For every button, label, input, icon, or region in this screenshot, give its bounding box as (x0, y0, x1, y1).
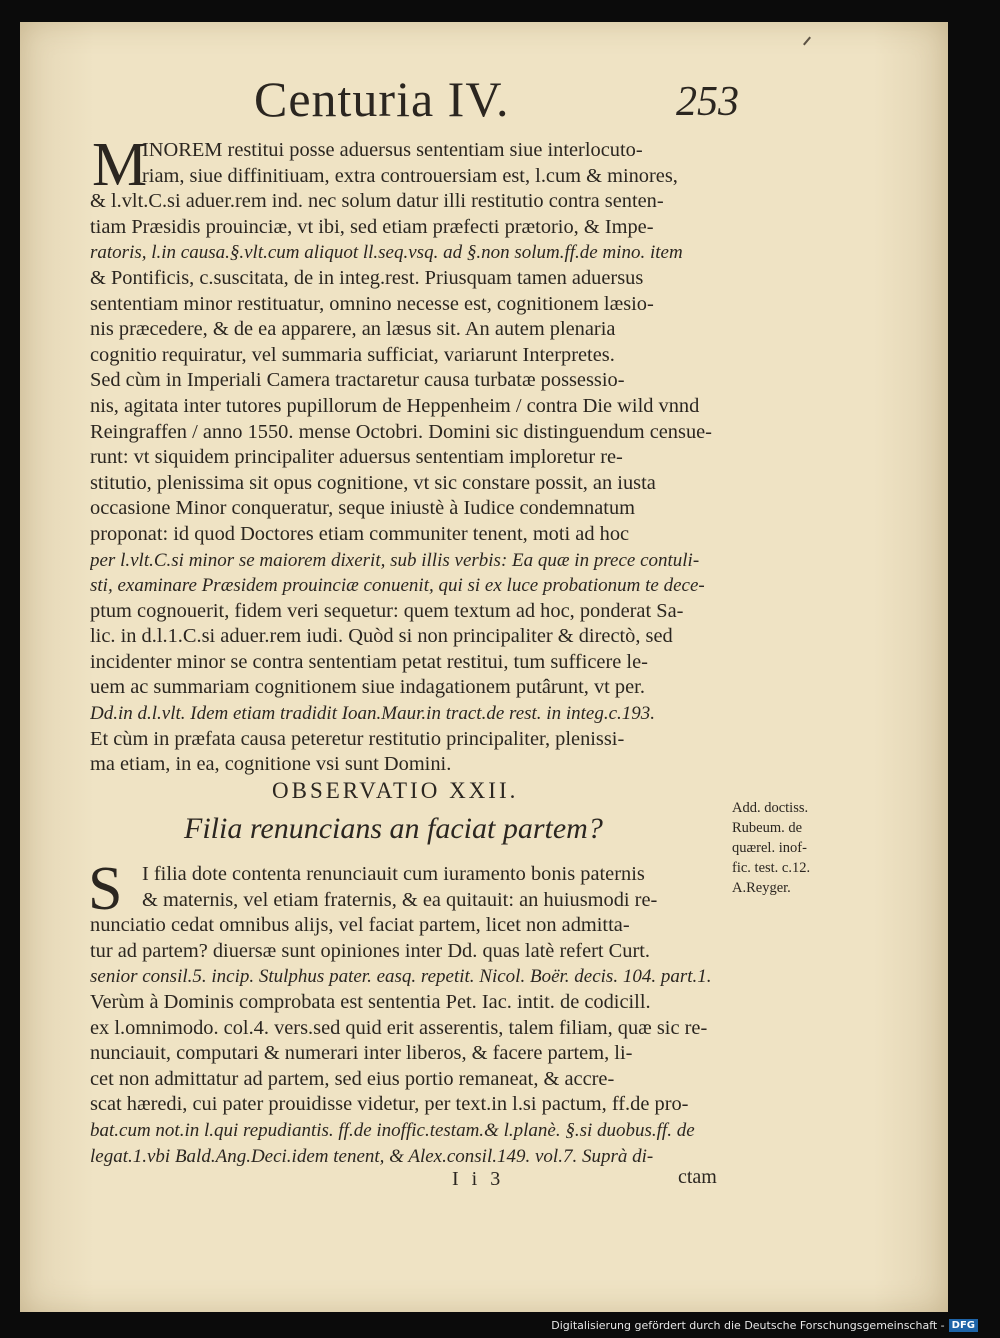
dropcap-m: M (92, 131, 148, 199)
text-line: scat hæredi, cui pater prouidisse videtur, per text.in l.si pactum, ff.de pro- (90, 1093, 689, 1116)
text-line: & maternis, vel etiam fraternis, & ea quitauit: an huiusmodi re- (142, 888, 658, 911)
text-line: I filia dote contenta renunciauit cum iuramento bonis paternis (142, 863, 645, 885)
dfg-logo-icon: DFG (949, 1319, 978, 1332)
text-line: per l.vlt.C.si minor se maiorem dixerit, sub illis verbis: Ea quæ in prece contuli- (90, 549, 700, 571)
marginal-line: fic. test. c.12. (732, 860, 811, 876)
text-line: cet non admittatur ad partem, sed eius portio remaneat, & accre- (90, 1067, 615, 1090)
text-line: Dd.in d.l.vlt. Idem etiam tradidit Ioan.Maur.in tract.de rest. in integ.c.193. (90, 703, 656, 725)
text-line: senior consil.5. incip. Stulphus pater. easq. repetit. Nicol. Boër. decis. 104. part.1. (90, 966, 712, 988)
text-line: cognitio requiratur, vel summaria sufficiat, variarunt Interpretes. (90, 343, 615, 366)
text-line: INOREM restitui posse aduersus sententiam siue interlocuto- (142, 139, 643, 161)
text-line: lic. in d.l.1.C.si aduer.rem iudi. Quòd si non principaliter & directò, sed (90, 625, 673, 648)
marginal-note (732, 798, 824, 898)
text-line: Et cùm in præfata causa peteretur restitutio principaliter, plenissi- (90, 727, 625, 750)
text-line: nunciatio cedat omnibus alijs, vel faciat partem, licet non admitta- (90, 914, 630, 937)
text-line: bat.cum not.in l.qui repudiantis. ff.de inoffic.testam.& l.planè. §.si duobus.ff. de (90, 1119, 695, 1141)
text-line: ptum cognouerit, fidem veri sequetur: quem textum ad hoc, ponderat Sa- (90, 599, 684, 622)
marginal-line: quærel. inof- (732, 840, 807, 856)
marginal-line: A.Reyger. (732, 880, 791, 896)
text-line: & Pontificis, c.suscitata, de in integ.rest. Priusquam tamen aduersus (90, 266, 644, 289)
digitization-credit (551, 1319, 978, 1333)
text-line: sententiam minor restituatur, omnino necesse est, cognitionem læsio- (90, 292, 654, 315)
text-line: ex l.omnimodo. col.4. vers.sed quid erit asserentis, talem filiam, quæ sic re- (90, 1016, 708, 1039)
text-line: sti, examinare Præsidem prouinciæ conuenit, qui si ex luce probationum te dece- (90, 575, 705, 597)
observation-text-block (88, 855, 730, 1169)
text-line: riam, siue diffinitiuam, extra controuersiam est, l.cum & minores, (142, 164, 678, 187)
text-line: nis præcedere, & de ea apparere, an læsus sit. An autem plenaria (90, 318, 616, 341)
text-line: ratoris, l.in causa.§.vlt.cum aliquot ll.seq.vsq. ad §.non solum.ff.de mino. item (90, 242, 683, 264)
text-line: incidenter minor se contra sententiam petat restitui, tum sufficere le- (90, 650, 648, 673)
text-line: uem ac summariam cognitionem siue indagationem putârunt, vt per. (90, 676, 645, 699)
observation-heading: OBSERVATIO XXII. (272, 778, 519, 803)
dropcap-s: S (88, 855, 123, 923)
observation-title: Filia renuncians an faciat partem? (184, 812, 603, 845)
running-header-title: Centuria IV. (254, 71, 510, 127)
text-line: occasione Minor conqueratur, seque iniustè à Iudice condemnatum (90, 497, 636, 520)
text-line: tiam Præsidis prouinciæ, vt ibi, sed etiam præfecti prætorio, & Impe- (90, 215, 654, 238)
text-line: tur ad partem? diuersæ sunt opiniones inter Dd. quas latè refert Curt. (90, 939, 651, 962)
text-line: runt: vt siquidem principaliter aduersus sententiam imploretur re- (90, 446, 623, 469)
text-line: Reingraffen / anno 1550. mense Octobri. Domini sic distinguendum censue- (90, 420, 712, 443)
signature-mark: I i 3 (452, 1168, 505, 1190)
text-line: stitutio, plenissima sit opus cognitione, vt sic constare possit, an iusta (90, 471, 656, 494)
text-line: Sed cùm in Imperiali Camera tractaretur causa turbatæ possessio- (90, 369, 625, 392)
text-line: nunciauit, computari & numerari inter liberos, & facere partem, li- (90, 1042, 633, 1065)
text-line: & l.vlt.C.si aduer.rem ind. nec solum datur illi restitutio contra senten- (90, 190, 664, 213)
page-number: 253 (676, 79, 739, 125)
marginal-line: Rubeum. de (732, 820, 803, 836)
catchword: ctam (678, 1166, 717, 1188)
text-line: proponat: id quod Doctores etiam communiter tenent, moti ad hoc (90, 522, 630, 545)
text-line: legat.1.vbi Bald.Ang.Deci.idem tenent, & Alex.consil.149. vol.7. Suprà di- (90, 1145, 654, 1167)
main-text-block (90, 131, 738, 778)
credit-text: Digitalisierung gefördert durch die Deutsche Forschungsgemeinschaft - (551, 1318, 945, 1332)
text-line: Verùm à Dominis comprobata est sententia Pet. Iac. intit. de codicill. (90, 990, 651, 1013)
text-line: nis, agitata inter tutores pupillorum de Heppenheim / contra Die wild vnnd (90, 394, 700, 417)
marginal-line: Add. doctiss. (732, 800, 809, 816)
text-line: ma etiam, in ea, cognitione vsi sunt Domini. (90, 753, 452, 776)
